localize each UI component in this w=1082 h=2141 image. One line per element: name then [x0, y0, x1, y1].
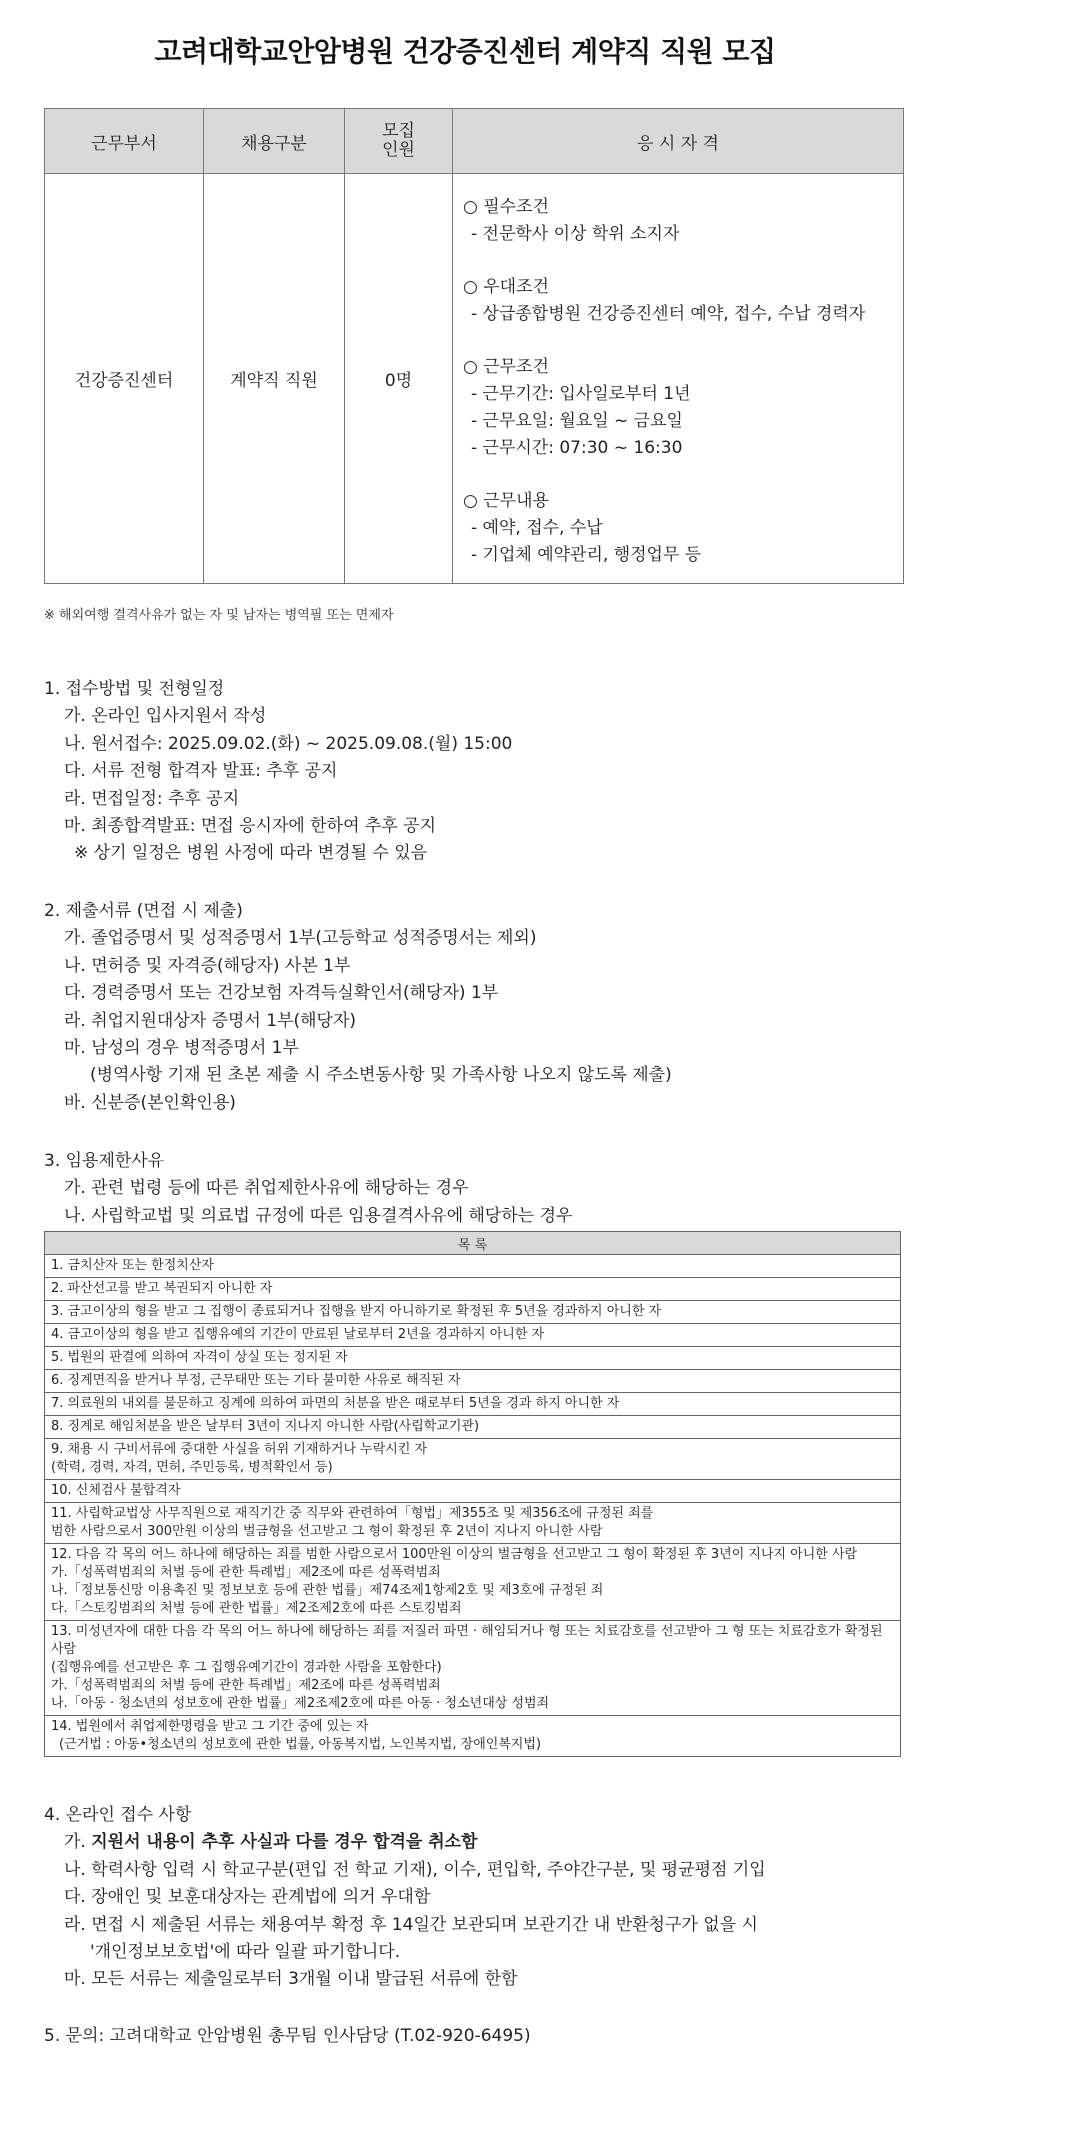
list-item: 가. 관련 법령 등에 따른 취업제한사유에 해당하는 경우 [64, 1178, 469, 1199]
table-row [45, 1301, 901, 1324]
cell-line: 12. 다음 각 목의 어느 하나에 해당하는 죄를 범한 사람으로서 100만원 이상의 벌금형을 선고받고 그 형이 확정된 후 3년이 지나지 아니한 사람 [51, 1547, 858, 1562]
cell-qualifications [453, 174, 904, 584]
header-qual: 응 시 자 격 [453, 109, 904, 174]
cell-line: 나.「아동 · 청소년의 성보호에 관한 법률」제2조제2호에 따른 아동 · 청소년대상 성범죄 [51, 1696, 550, 1711]
table-row [45, 1324, 901, 1347]
table-cell: 10. 신체검사 불합격자 [45, 1480, 901, 1503]
table-cell [45, 1716, 901, 1757]
section-heading: 3. 임용제한사유 [44, 1151, 165, 1171]
table-cell [45, 1621, 901, 1716]
list-item: 가. 졸업증명서 및 성적증명서 1부(고등학교 성적증명서는 제외) [64, 928, 537, 949]
qual-heading: ○ 필수조건 [463, 197, 549, 217]
cell-line: 다.「스토킹범죄의 처벌 등에 관한 법률」제2조제2호에 따른 스토킹범죄 [51, 1601, 462, 1616]
list-item: 바. 신분증(본인확인용) [64, 1092, 236, 1113]
list-item: 나. 면허증 및 자격증(해당자) 사본 1부 [64, 955, 351, 976]
emphasis-text: 지원서 내용이 추후 사실과 다를 경우 합격을 취소함 [91, 1832, 478, 1853]
table-row [45, 1480, 901, 1503]
table-row [45, 1503, 901, 1544]
table-cell: 5. 법원의 판결에 의하여 자격이 상실 또는 정지된 자 [45, 1347, 901, 1370]
table-row [45, 1255, 901, 1278]
table-cell: 6. 징계면직을 받거나 부정, 근무태만 또는 기타 불미한 사유로 해직된 자 [45, 1370, 901, 1393]
table-row [45, 174, 904, 584]
table-row [45, 1544, 901, 1621]
table-row [45, 1370, 901, 1393]
header-dept: 근무부서 [45, 109, 204, 174]
cell-line: 범한 사람으로서 300만원 이상의 벌금형을 선고받고 그 형이 확정된 후 2년이 지나지 아니한 사람 [51, 1524, 603, 1539]
cell-line: 13. 미성년자에 대한 다음 각 목의 어느 하나에 해당하는 죄를 저질러 파면 · 해임되거나 형 또는 치료감호를 선고받아 그 형 또는 치료감호가 확정된 사람 [51, 1624, 883, 1657]
section-heading: 4. 온라인 접수 사항 [44, 1805, 192, 1825]
section-online [44, 1802, 766, 1994]
cell-line: 9. 채용 시 구비서류에 중대한 사실을 허위 기재하거나 누락시킨 자 [51, 1442, 428, 1457]
qual-item: - 상급종합병원 건강증진센터 예약, 접수, 수납 경력자 [471, 304, 866, 324]
table-cell: 3. 금고이상의 형을 받고 그 집행이 종료되거나 집행을 받지 아니하기로 확정된 후 5년을 경과하지 아니한 자 [45, 1301, 901, 1324]
table-cell [45, 1544, 901, 1621]
list-item: 나. 사립학교법 및 의료법 규정에 따른 임용결격사유에 해당하는 경우 [64, 1205, 573, 1226]
qual-heading: ○ 근무내용 [463, 491, 549, 511]
schedule-note: ※ 상기 일정은 병원 사정에 따라 변경될 수 있음 [74, 843, 428, 864]
qual-heading: ○ 근무조건 [463, 357, 549, 377]
table-note: ※ 해외여행 결격사유가 없는 자 및 남자는 병역필 또는 면제자 [44, 608, 394, 623]
cell-line: 14. 법원에서 취업제한명령을 받고 그 기간 중에 있는 자 [51, 1719, 369, 1734]
list-item: 라. 면접 시 제출된 서류는 채용여부 확정 후 14일간 보관되며 보관기간 내 반환청구가 없을 시 [64, 1914, 758, 1935]
list-item: 가. 온라인 입사지원서 작성 [64, 706, 267, 727]
qual-required [463, 194, 893, 248]
list-item: 마. 최종합격발표: 면접 응시자에 한하여 추후 공지 [64, 816, 436, 837]
qual-conditions [463, 354, 893, 462]
list-item-prefix: 가. [64, 1832, 92, 1853]
list-item: 다. 서류 전형 합격자 발표: 추후 공지 [64, 761, 338, 782]
table-cell [45, 1503, 901, 1544]
table-row [45, 1416, 901, 1439]
cell-type: 계약직 직원 [204, 174, 345, 584]
table-header-row [45, 109, 904, 174]
table-row [45, 1439, 901, 1480]
section-contact [44, 2023, 531, 2050]
recruitment-table [44, 108, 904, 584]
list-item: 나. 학력사항 입력 시 학교구분(편입 전 학교 기재), 이수, 편입학, 주야간구분, 및 평균평점 기입 [64, 1859, 766, 1880]
list-subitem: (병역사항 기재 된 초본 제출 시 주소변동사항 및 가족사항 나오지 않도록 제출) [90, 1065, 672, 1086]
cell-count: 0명 [345, 174, 453, 584]
section-heading: 2. 제출서류 (면접 시 제출) [44, 901, 243, 921]
cell-line: 11. 사립학교법상 사무직원으로 재직기간 중 직무와 관련하여「형법」제355조 및 제356조에 규정된 죄를 [51, 1506, 654, 1521]
page-title: 고려대학교안암병원 건강증진센터 계약직 직원 모집 [154, 35, 776, 68]
table-row [45, 1347, 901, 1370]
list-item [44, 1829, 766, 1856]
cell-line: 나.「정보통신망 이용촉진 및 정보보호 등에 관한 법률」제74조제1항제2호 및 제3호에 규정된 죄 [51, 1583, 604, 1598]
qual-heading: ○ 우대조건 [463, 277, 549, 297]
header-type: 채용구분 [204, 109, 345, 174]
list-item: 다. 장애인 및 보훈대상자는 관계법에 의거 우대함 [64, 1887, 431, 1908]
list-item: 마. 모든 서류는 제출일로부터 3개월 이내 발급된 서류에 한함 [64, 1969, 518, 1990]
table-row [45, 1393, 901, 1416]
qual-item: - 근무요일: 월요일 ~ 금요일 [471, 411, 683, 431]
list-item: 다. 경력증명서 또는 건강보험 자격득실확인서(해당자) 1부 [64, 983, 499, 1004]
table-cell: 7. 의료원의 내외를 불문하고 징계에 의하여 파면의 처분을 받은 때로부터 5년을 경과 하지 아니한 자 [45, 1393, 901, 1416]
cell-line: 가.「성폭력범죄의 처벌 등에 관한 특례법」제2조에 따른 성폭력범죄 [51, 1678, 441, 1693]
qual-item: - 예약, 접수, 수납 [471, 518, 603, 538]
qual-item: - 근무기간: 입사일로부터 1년 [471, 384, 691, 404]
table-cell: 8. 징계로 해임처분을 받은 날부터 3년이 지나지 아니한 사람(사립학교기관) [45, 1416, 901, 1439]
header-count [345, 109, 453, 174]
list-item: 라. 면접일정: 추후 공지 [64, 788, 240, 809]
header-count-line2: 인원 [382, 140, 415, 160]
header-count-line1: 모집 [382, 121, 415, 141]
cell-line: (집행유예를 선고받은 후 그 집행유예기간이 경과한 사람을 포함한다) [51, 1660, 442, 1675]
qual-item: - 근무시간: 07:30 ~ 16:30 [471, 438, 683, 458]
list-item: 나. 원서접수: 2025.09.02.(화) ~ 2025.09.08.(월) 15:00 [64, 733, 513, 754]
cell-dept: 건강증진센터 [45, 174, 204, 584]
cell-line: (학력, 경력, 자격, 면허, 주민등록, 병적확인서 등) [51, 1460, 333, 1475]
list-subitem: '개인정보보호법'에 따라 일괄 파기합니다. [90, 1942, 401, 1963]
table-cell: 2. 파산선고를 받고 복권되지 아니한 자 [45, 1278, 901, 1301]
section-application [44, 676, 512, 868]
list-table-header: 목 록 [45, 1232, 901, 1255]
table-row [45, 1621, 901, 1716]
disqualification-table [44, 1231, 901, 1757]
list-item: 라. 취업지원대상자 증명서 1부(해당자) [64, 1010, 357, 1031]
cell-line: 가.「성폭력범죄의 처벌 등에 관한 특례법」제2조에 따른 성폭력범죄 [51, 1565, 441, 1580]
table-row [45, 1716, 901, 1757]
section-documents [44, 898, 672, 1117]
table-row [45, 1278, 901, 1301]
list-item: 마. 남성의 경우 병적증명서 1부 [64, 1038, 299, 1059]
qual-preferred [463, 274, 893, 328]
contact-info: 5. 문의: 고려대학교 안암병원 총무팀 인사담당 (T.02-920-6495) [44, 2026, 531, 2046]
section-heading: 1. 접수방법 및 전형일정 [44, 679, 225, 699]
table-cell: 4. 금고이상의 형을 받고 집행유예의 기간이 만료된 날로부터 2년을 경과하지 아니한 자 [45, 1324, 901, 1347]
table-cell: 1. 금치산자 또는 한정치산자 [45, 1255, 901, 1278]
cell-line: (근거법 : 아동•청소년의 성보호에 관한 법률, 아동복지법, 노인복지법, 장애인복지법) [59, 1737, 542, 1752]
qual-item: - 전문학사 이상 학위 소지자 [471, 224, 680, 244]
qual-item: - 기업체 예약관리, 행정업무 등 [471, 545, 702, 565]
section-restrictions [44, 1148, 572, 1230]
table-cell [45, 1439, 901, 1480]
qual-duties [463, 488, 893, 569]
